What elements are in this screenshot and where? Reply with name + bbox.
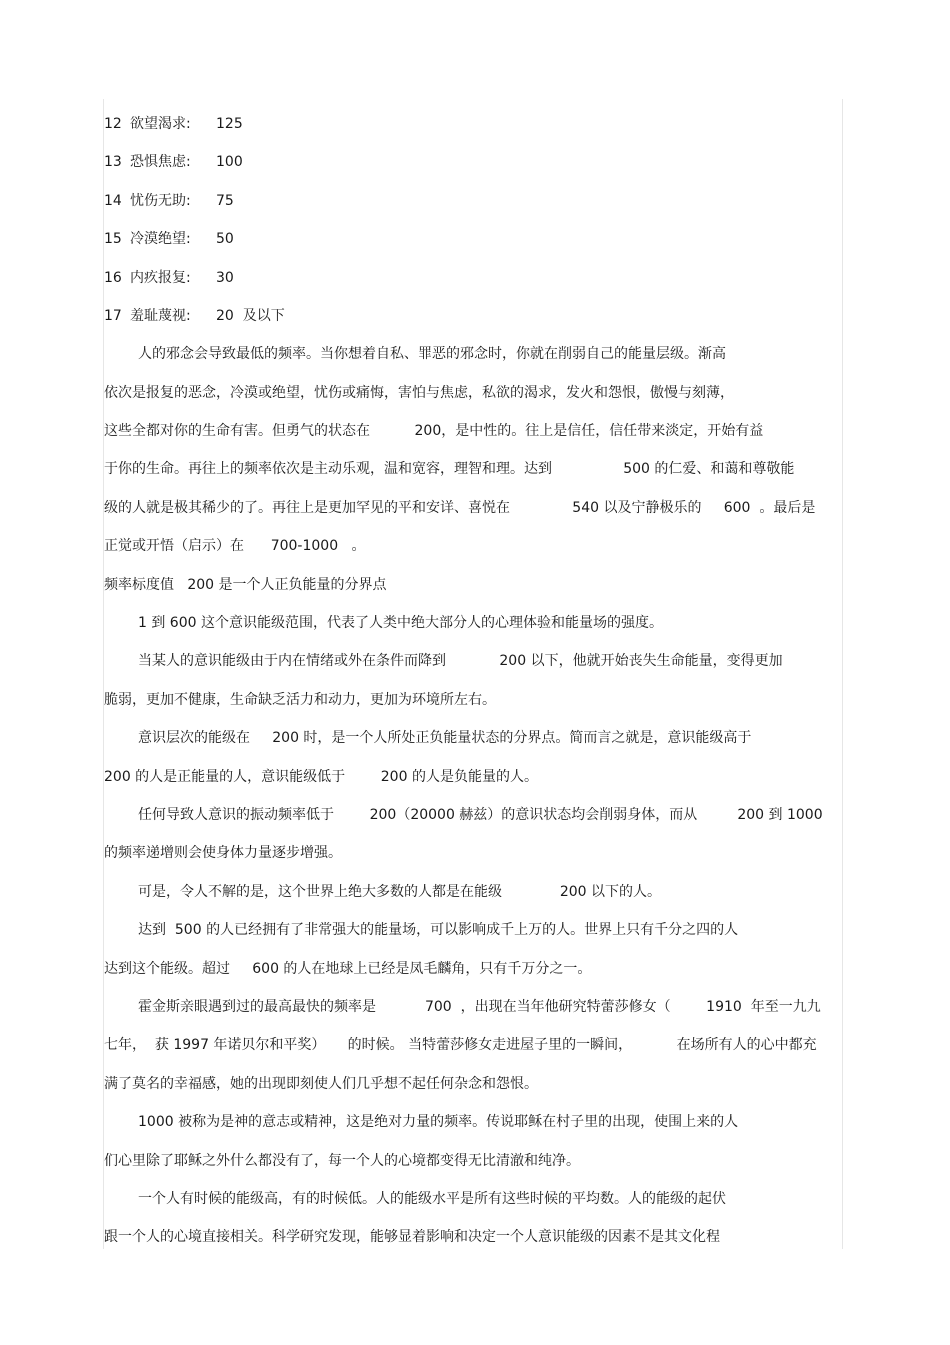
text-line: 霍金斯亲眼遇到过的最高最快的频率是 700 ，出现在当年他研究特蕾莎修女（ 1910 年至一九九 bbox=[138, 999, 821, 1015]
text-line: 任何导致人意识的振动频率低于 200（20000 赫兹）的意识状态均会削弱身体，而从 200 到 1000 bbox=[138, 807, 823, 823]
level-number: 13 bbox=[104, 154, 122, 170]
page-border-right bbox=[842, 99, 843, 1249]
level-name: 恐惧焦虑: bbox=[130, 154, 191, 170]
level-row bbox=[104, 268, 234, 288]
text-line: 这些全都对你的生命有害。但勇气的状态在 200，是中性的。往上是信任，信任带来淡定，开始有益 bbox=[104, 423, 764, 439]
level-value: 20 及以下 bbox=[216, 308, 285, 324]
text-line: 级的人就是极其稀少的了。再往上是更加罕见的平和安详、喜悦在 540 以及宁静极乐的 600 。最后是 bbox=[104, 500, 816, 516]
text-line: 于你的生命。再往上的频率依次是主动乐观，温和宽容，理智和理。达到 500 的仁爱、和蔼和尊敬能 bbox=[104, 461, 795, 477]
level-row bbox=[104, 191, 234, 211]
level-number: 14 bbox=[104, 193, 122, 209]
text-line: 们心里除了耶稣之外什么都没有了，每一个人的心境都变得无比清澈和纯净。 bbox=[104, 1153, 580, 1169]
text-line: 达到这个能级。超过 600 的人在地球上已经是凤毛麟角，只有千万分之一。 bbox=[104, 961, 592, 977]
level-value: 100 bbox=[216, 154, 243, 170]
text-line: 脆弱，更加不健康，生命缺乏活力和动力，更加为环境所左右。 bbox=[104, 692, 496, 708]
level-row bbox=[104, 306, 285, 326]
level-row bbox=[104, 229, 234, 249]
level-name: 冷漠绝望: bbox=[130, 231, 191, 247]
section-heading: 频率标度值 200 是一个人正负能量的分界点 bbox=[104, 577, 387, 593]
level-name: 内疚报复: bbox=[130, 270, 191, 286]
level-value: 30 bbox=[216, 270, 234, 286]
level-value: 75 bbox=[216, 193, 234, 209]
level-value: 50 bbox=[216, 231, 234, 247]
level-value: 125 bbox=[216, 116, 243, 132]
text-line: 的频率递增则会使身体力量逐步增强。 bbox=[104, 845, 342, 861]
text-line: 人的邪念会导致最低的频率。当你想着自私、罪恶的邪念时，你就在削弱自己的能量层级。渐高 bbox=[138, 346, 726, 362]
level-name: 忧伤无助: bbox=[130, 193, 191, 209]
text-line: 当某人的意识能级由于内在情绪或外在条件而降到 200 以下，他就开始丧失生命能量，变得更加 bbox=[138, 653, 783, 669]
text-line: 正觉或开悟（启示）在 700-1000 。 bbox=[104, 538, 366, 554]
text-line: 可是，令人不解的是，这个世界上绝大多数的人都是在能级 200 以下的人。 bbox=[138, 884, 662, 900]
text-line: 依次是报复的恶念，冷漠或绝望，忧伤或痛悔，害怕与焦虑，私欲的渴求，发火和怨恨，傲慢与刻薄， bbox=[104, 385, 734, 401]
level-number: 17 bbox=[104, 308, 122, 324]
text-line: 满了莫名的幸福感，她的出现即刻使人们几乎想不起任何杂念和怨恨。 bbox=[104, 1076, 538, 1092]
level-number: 12 bbox=[104, 116, 122, 132]
level-number: 15 bbox=[104, 231, 122, 247]
level-row bbox=[104, 114, 243, 134]
text-line: 达到 500 的人已经拥有了非常强大的能量场，可以影响成千上万的人。世界上只有千分之四的人 bbox=[138, 922, 739, 938]
level-number: 16 bbox=[104, 270, 122, 286]
text-line: 跟一个人的心境直接相关。科学研究发现，能够显着影响和决定一个人意识能级的因素不是其文化程 bbox=[104, 1229, 720, 1245]
text-line: 七年， 获 1997 年诺贝尔和平奖） 的时候。 当特蕾莎修女走进屋子里的一瞬间， 在场所有人的心中都充 bbox=[104, 1037, 817, 1053]
text-line: 1000 被称为是神的意志或精神，这是绝对力量的频率。传说耶稣在村子里的出现，使围上来的人 bbox=[138, 1114, 739, 1130]
text-line: 200 的人是正能量的人，意识能级低于 200 的人是负能量的人。 bbox=[104, 769, 538, 785]
text-line: 一个人有时候的能级高，有的时候低。人的能级水平是所有这些时候的平均数。人的能级的起伏 bbox=[138, 1191, 726, 1207]
level-name: 羞耻蔑视: bbox=[130, 308, 191, 324]
level-row bbox=[104, 152, 243, 172]
level-name: 欲望渴求: bbox=[130, 116, 191, 132]
text-line: 意识层次的能级在 200 时，是一个人所处正负能量状态的分界点。简而言之就是，意识能级高于 bbox=[138, 730, 752, 746]
text-line: 1 到 600 这个意识能级范围，代表了人类中绝大部分人的心理体验和能量场的强度。 bbox=[138, 615, 663, 631]
